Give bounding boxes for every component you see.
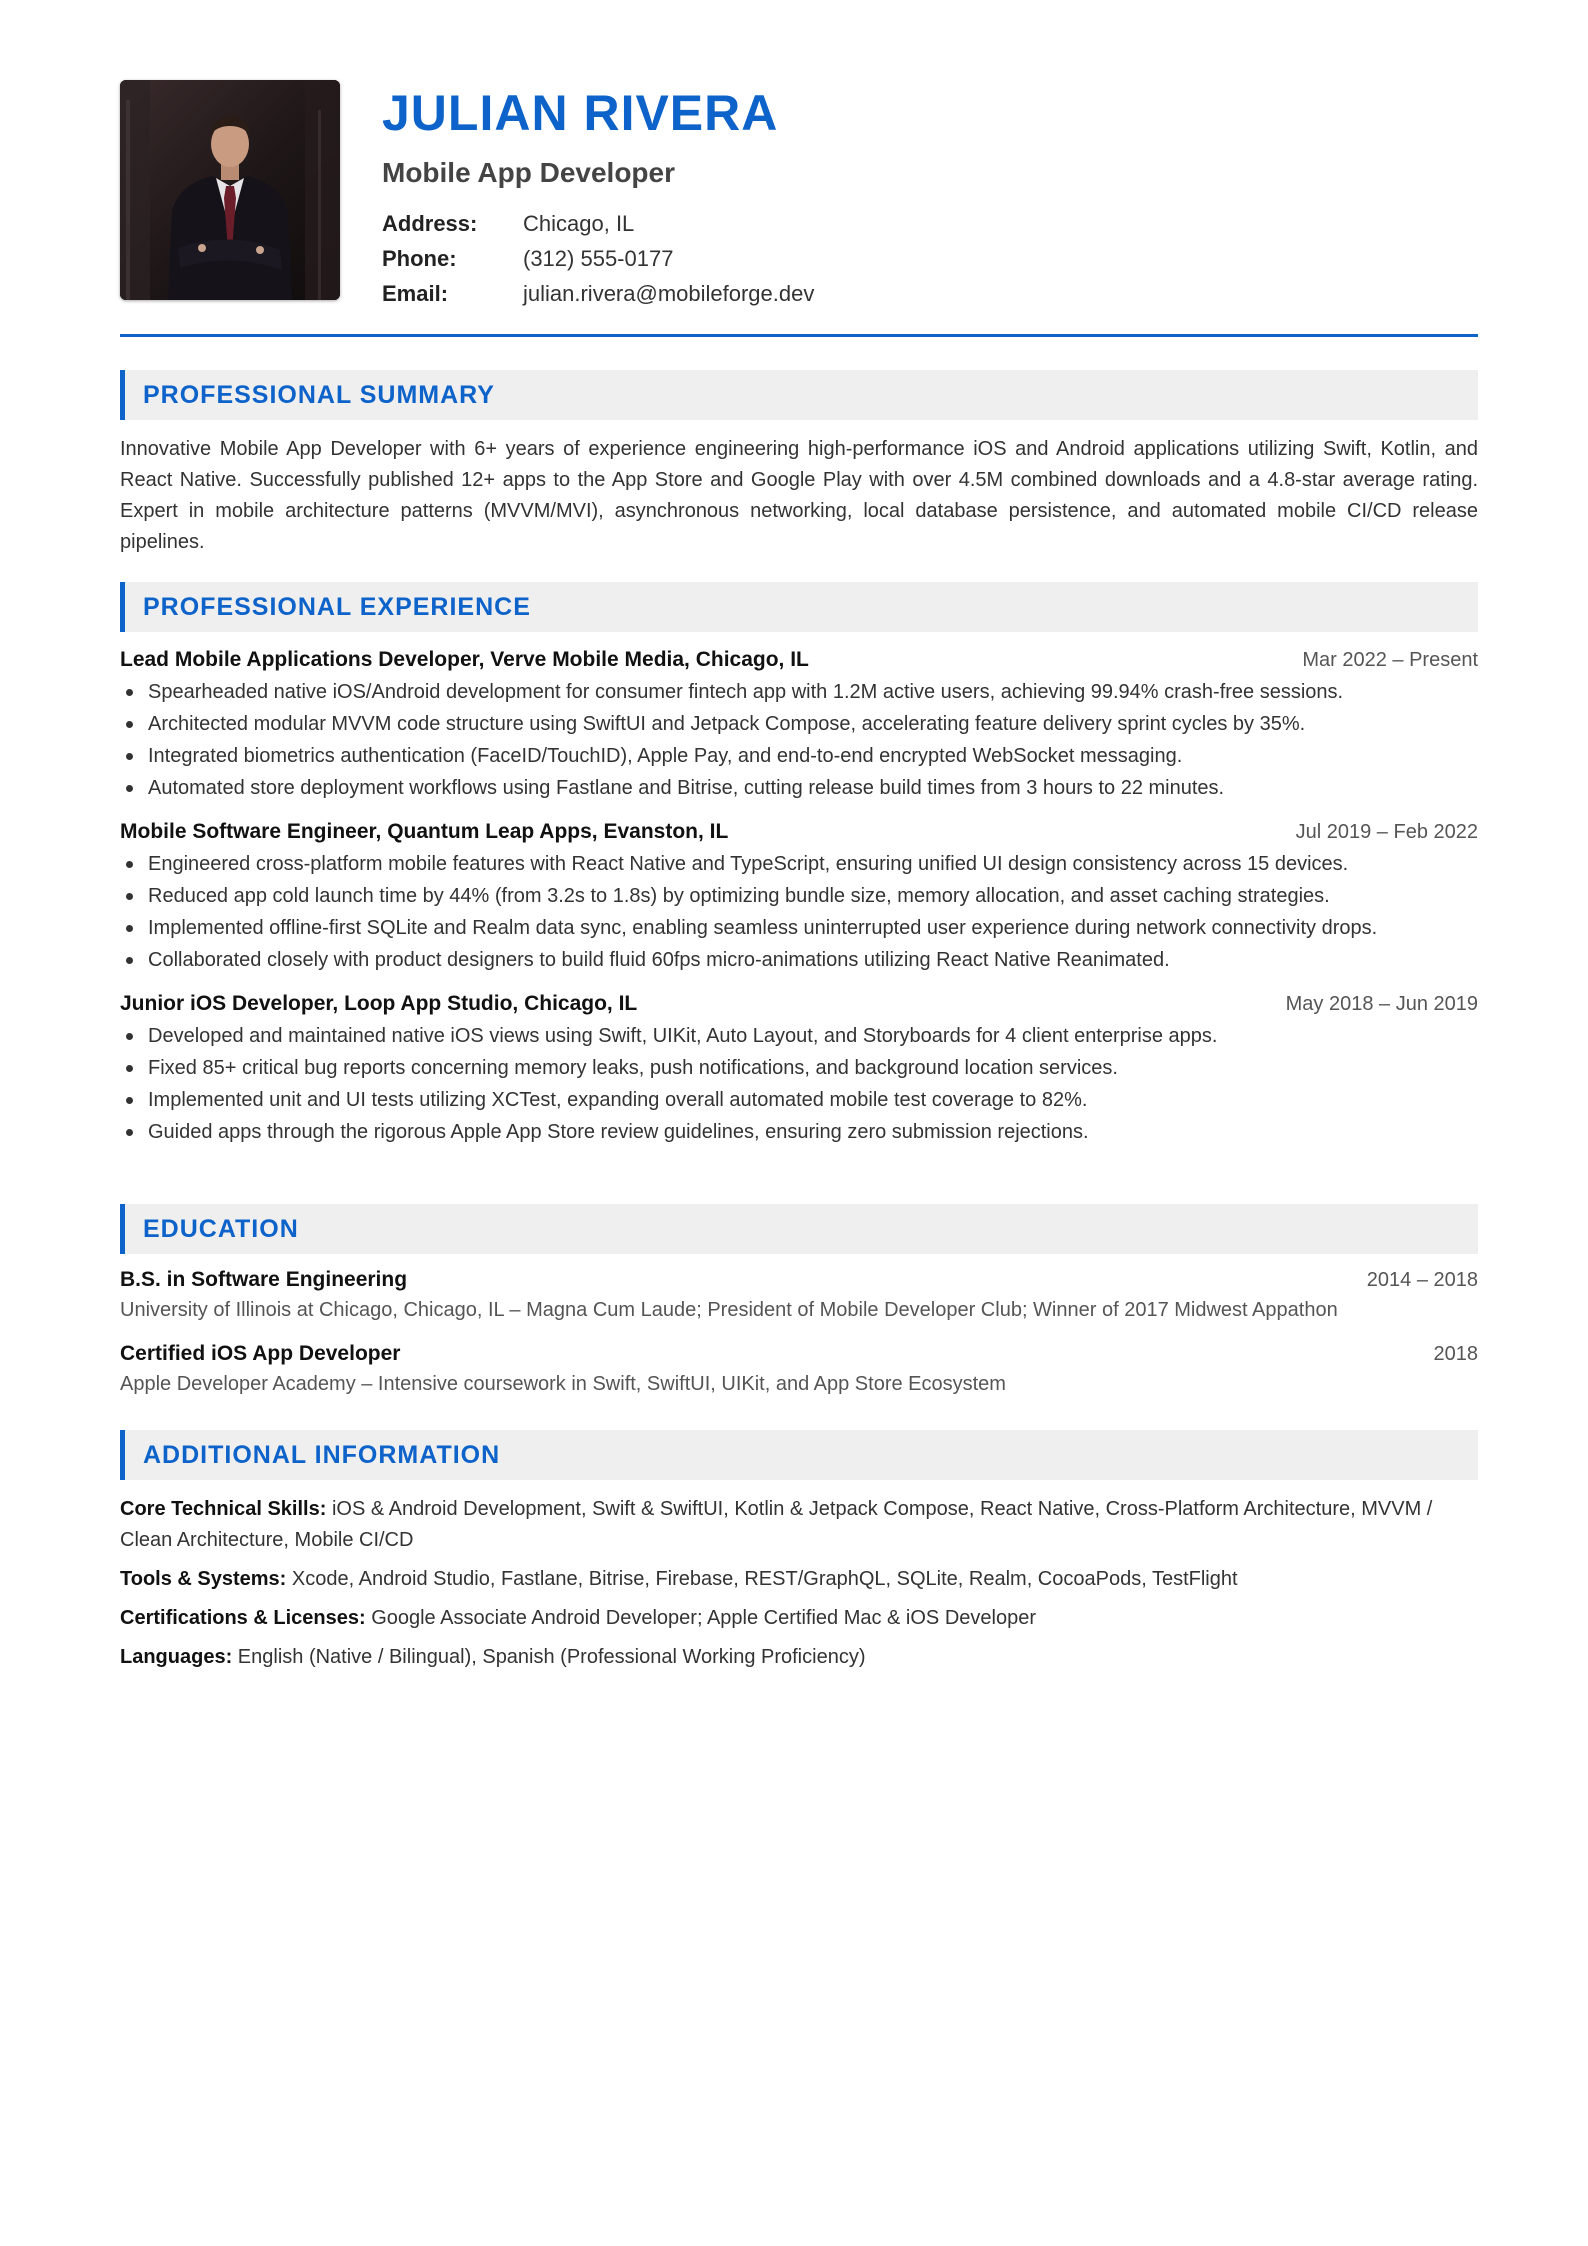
additional-label: Certifications & Licenses: — [120, 1607, 372, 1629]
identity-block — [382, 80, 1382, 311]
education-section — [120, 1204, 1478, 1398]
contact-value: (312) 555-0177 — [523, 246, 674, 271]
job-bullets — [120, 1020, 1478, 1148]
experience-section — [120, 582, 1478, 1148]
contact-value: Chicago, IL — [523, 211, 635, 236]
contact-label: Email: — [382, 281, 449, 306]
education-date: 2018 — [1433, 1343, 1478, 1365]
section-heading — [120, 1204, 1478, 1254]
section-heading-text: EDUCATION — [143, 1214, 299, 1243]
additional-value: iOS & Android Development, Swift & SwiftUI, Kotlin & Jetpack Compose, React Native, Cross-Platform Architecture, MVVM / Clean Architecture, Mobile CI/CD — [120, 1498, 1433, 1551]
bullet-item: Architected modular MVVM code structure using SwiftUI and Jetpack Compose, accelerating feature delivery sprint cycles by 35%. — [120, 708, 1478, 740]
job-title: Lead Mobile Applications Developer, Verve Mobile Media, Chicago, IL — [120, 648, 809, 671]
job-title: Junior iOS Developer, Loop App Studio, Chicago, IL — [120, 992, 638, 1015]
additional-row — [120, 1564, 1478, 1595]
section-heading-text: ADDITIONAL INFORMATION — [143, 1440, 501, 1469]
education-detail: University of Illinois at Chicago, Chicago, IL – Magna Cum Laude; President of Mobile Developer Club; Winner of 2017 Midwest Appathon — [120, 1299, 1338, 1321]
header-divider — [120, 334, 1478, 337]
section-heading — [120, 1430, 1478, 1480]
additional-value: Xcode, Android Studio, Fastlane, Bitrise, Firebase, REST/GraphQL, SQLite, Realm, CocoaPods, TestFlight — [291, 1568, 1238, 1590]
bullet-item: Integrated biometrics authentication (FaceID/TouchID), Apple Pay, and end-to-end encrypted WebSocket messaging. — [120, 740, 1478, 772]
section-heading-text: PROFESSIONAL SUMMARY — [143, 380, 495, 409]
contact-phone — [382, 241, 1382, 276]
job-title: Mobile Software Engineer, Quantum Leap Apps, Evanston, IL — [120, 820, 729, 843]
job-date: May 2018 – Jun 2019 — [1285, 993, 1478, 1015]
bullet-item: Reduced app cold launch time by 44% (from 3.2s to 1.8s) by optimizing bundle size, memory allocation, and asset caching strategies. — [120, 880, 1478, 912]
additional-value: English (Native / Bilingual), Spanish (Professional Working Proficiency) — [237, 1646, 866, 1668]
education-date: 2014 – 2018 — [1366, 1269, 1478, 1291]
summary-text: Innovative Mobile App Developer with 6+ years of experience engineering high-performance iOS and Android applications utilizing Swift, Kotlin, and React Native. Successfully published 12+ apps to the App Store and Google Play with over 4.5M combined downloads and a 4.8-star average rating. Expert in mobile architecture patterns (MVVM/MVI), asynchronous networking, local database persistence, and automated mobile CI/CD release pipelines. — [120, 438, 1478, 553]
section-heading — [120, 582, 1478, 632]
additional-value: Google Associate Android Developer; Apple Certified Mac & iOS Developer — [371, 1607, 1036, 1629]
additional-list — [120, 1494, 1478, 1673]
section-heading — [120, 370, 1478, 420]
bullet-item: Implemented unit and UI tests utilizing XCTest, expanding overall automated mobile test coverage to 82%. — [120, 1084, 1478, 1116]
additional-row — [120, 1494, 1478, 1556]
bullet-item: Implemented offline-first SQLite and Realm data sync, enabling seamless uninterrupted user experience during network connectivity drops. — [120, 912, 1478, 944]
job-date: Jul 2019 – Feb 2022 — [1295, 821, 1478, 843]
job-bullets — [120, 676, 1478, 804]
candidate-title: Mobile App Developer — [382, 157, 676, 188]
contact-label: Phone: — [382, 246, 457, 271]
contact-label: Address: — [382, 211, 478, 236]
job-entry — [120, 820, 1478, 976]
contact-address — [382, 206, 1382, 241]
bullet-item: Spearheaded native iOS/Android development for consumer fintech app with 1.2M active users, achieving 99.94% crash-free sessions. — [120, 676, 1478, 708]
summary-section — [120, 370, 1478, 558]
degree-title: B.S. in Software Engineering — [120, 1268, 408, 1291]
certificate-title: Certified iOS App Developer — [120, 1342, 401, 1365]
additional-label: Core Technical Skills: — [120, 1498, 332, 1520]
bullet-item: Engineered cross-platform mobile features with React Native and TypeScript, ensuring unified UI design consistency across 15 devices. — [120, 848, 1478, 880]
additional-section — [120, 1430, 1478, 1673]
bullet-item: Collaborated closely with product designers to build fluid 60fps micro-animations utilizing React Native Reanimated. — [120, 944, 1478, 976]
bullet-item: Developed and maintained native iOS views using Swift, UIKit, Auto Layout, and Storyboards for 4 client enterprise apps. — [120, 1020, 1478, 1052]
education-entry — [120, 1268, 1478, 1324]
contact-value: julian.rivera@mobileforge.dev — [523, 281, 815, 306]
additional-row — [120, 1603, 1478, 1634]
additional-label: Languages: — [120, 1646, 238, 1668]
contact-email — [382, 276, 1382, 311]
job-entry — [120, 648, 1478, 804]
job-date: Mar 2022 – Present — [1302, 649, 1478, 671]
bullet-item: Fixed 85+ critical bug reports concerning memory leaks, push notifications, and background location services. — [120, 1052, 1478, 1084]
contact-details — [382, 206, 1382, 311]
job-bullets — [120, 848, 1478, 976]
bullet-item: Automated store deployment workflows using Fastlane and Bitrise, cutting release build times from 3 hours to 22 minutes. — [120, 772, 1478, 804]
candidate-name: JULIAN RIVERA — [382, 85, 779, 141]
job-entry — [120, 992, 1478, 1148]
education-entry — [120, 1342, 1478, 1398]
profile-photo — [120, 80, 340, 300]
education-detail: Apple Developer Academy – Intensive coursework in Swift, SwiftUI, UIKit, and App Store Ecosystem — [120, 1373, 1006, 1395]
bullet-item: Guided apps through the rigorous Apple App Store review guidelines, ensuring zero submission rejections. — [120, 1116, 1478, 1148]
additional-row — [120, 1642, 1478, 1673]
resume-header — [120, 80, 1478, 306]
additional-label: Tools & Systems: — [120, 1568, 292, 1590]
section-heading-text: PROFESSIONAL EXPERIENCE — [143, 592, 531, 621]
